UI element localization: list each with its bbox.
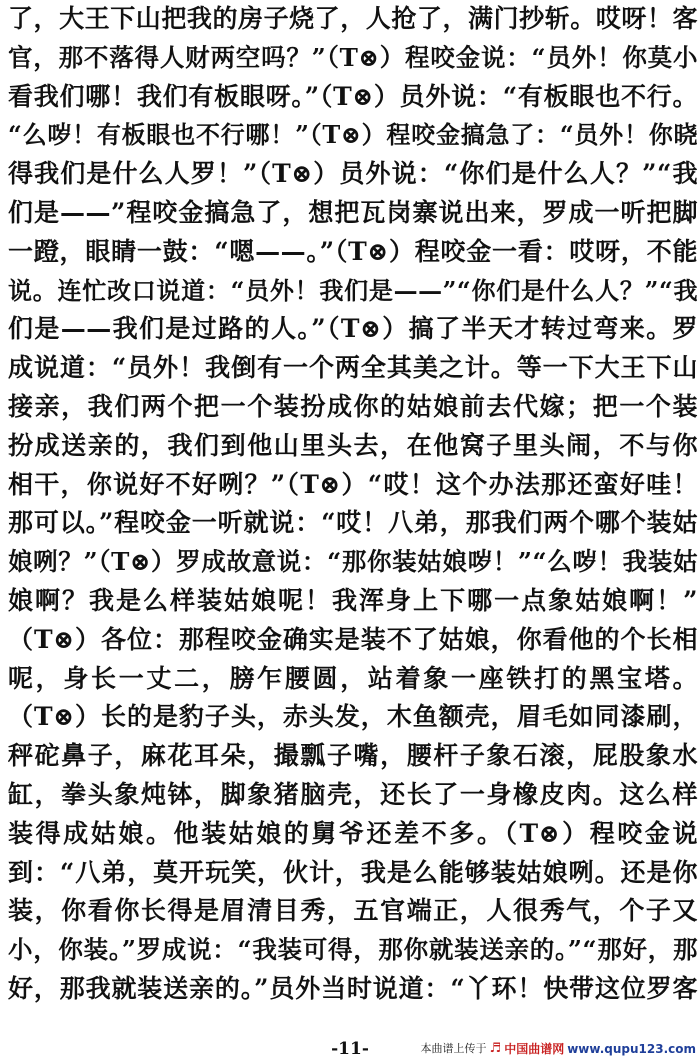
text-line: （T⊗）长的是豹子头，赤头发，木鱼额壳，眉毛如同漆刷， bbox=[8, 702, 698, 732]
text-line: 了，大王下山把我的房子烧了，人抢了，满门抄斩。哎呀！客 bbox=[8, 4, 698, 33]
text-line: 呢，身长一丈二，膀乍腰圆，站着象一座铁打的黑宝塔。 bbox=[8, 663, 698, 693]
text-line: 娘啊？我是么样装姑娘呢！我浑身上下哪一点象姑娘啊！” bbox=[8, 585, 698, 615]
text-line: 得我们是什么人罗！”（T⊗）员外说：“你们是什么人？”“我 bbox=[8, 159, 698, 189]
watermark bbox=[421, 1040, 696, 1058]
text-line: （T⊗）各位：那程咬金确实是装不了姑娘，你看他的个长相 bbox=[8, 624, 698, 654]
text-line: 娘咧？”（T⊗）罗成故意说：“那你装姑娘哕！”“么哕！我装姑 bbox=[8, 547, 698, 577]
text-line: 看我们哪！我们有板眼呀。”（T⊗）员外说：“有板眼也不行。 bbox=[8, 81, 698, 111]
text-line: 秤砣鼻子，麻花耳朵，撮瓢子嘴，腰杆子象石滚，屁股象水 bbox=[8, 741, 698, 771]
text-line: 好，那我就装送亲的。”员外当时说道：“丫环！快带这位罗客 bbox=[8, 973, 698, 1003]
text-line: 一蹬，眼睛一鼓：“嗯——。”（T⊗）程咬金一看：哎呀，不能 bbox=[8, 236, 698, 266]
body-text bbox=[8, 0, 698, 1009]
text-line: “么哕！有板眼也不行哪！”（T⊗）程咬金搞急了：“员外！你晓 bbox=[8, 120, 698, 150]
text-line: 成说道：“员外！我倒有一个两全其美之计。等一下大王下山 bbox=[8, 353, 698, 383]
text-line: 接亲，我们两个把一个装扮成你的姑娘前去代嫁；把一个装 bbox=[8, 391, 698, 421]
watermark-prefix: 本曲谱上传于 bbox=[420, 1042, 487, 1055]
text-line: 相干，你说好不好咧？”（T⊗）“哎！这个办法那还蛮好哇！ bbox=[8, 469, 698, 499]
text-line: 小，你装。”罗成说：“我装可得，那你就装送亲的。”“那好，那 bbox=[8, 935, 698, 965]
text-line: 装，你看你长得是眉清目秀，五官端正，人很秀气，个子又 bbox=[8, 896, 698, 926]
text-line: 装得成姑娘。他装姑娘的舅爷还差不多。（T⊗）程咬金说 bbox=[8, 818, 698, 848]
page-number: -11- bbox=[331, 1039, 369, 1059]
text-line: 扮成送亲的，我们到他山里头去，在他窝子里头闹，不与你 bbox=[8, 430, 698, 460]
text-line: 缸，拳头象炖钵，脚象猪脑壳，还长了一身橡皮肉。这么样 bbox=[8, 779, 698, 809]
text-line: 们是——我们是过路的人。”（T⊗）搞了半天才转过弯来。罗 bbox=[8, 314, 698, 344]
text-line: 们是——”程咬金搞急了，想把瓦岗寨说出来，罗成一听把脚 bbox=[8, 197, 698, 227]
watermark-domain: www.qupu123.com bbox=[567, 1042, 696, 1056]
text-line: 说。连忙改口说道：“员外！我们是——”“你们是什么人？”“我 bbox=[8, 275, 698, 305]
site-logo-icon: ♬ bbox=[489, 1041, 502, 1056]
watermark-brand: 中国曲谱网 bbox=[504, 1042, 565, 1056]
text-line: 官，那不落得人财两空吗？”（T⊗）程咬金说：“员外！你莫小 bbox=[8, 42, 698, 72]
text-line: 到：“八弟，莫开玩笑，伙计，我是么能够装姑娘咧。还是你 bbox=[8, 857, 698, 887]
text-line: 那可以。”程咬金一听就说：“哎！八弟，那我们两个哪个装姑 bbox=[8, 508, 698, 538]
